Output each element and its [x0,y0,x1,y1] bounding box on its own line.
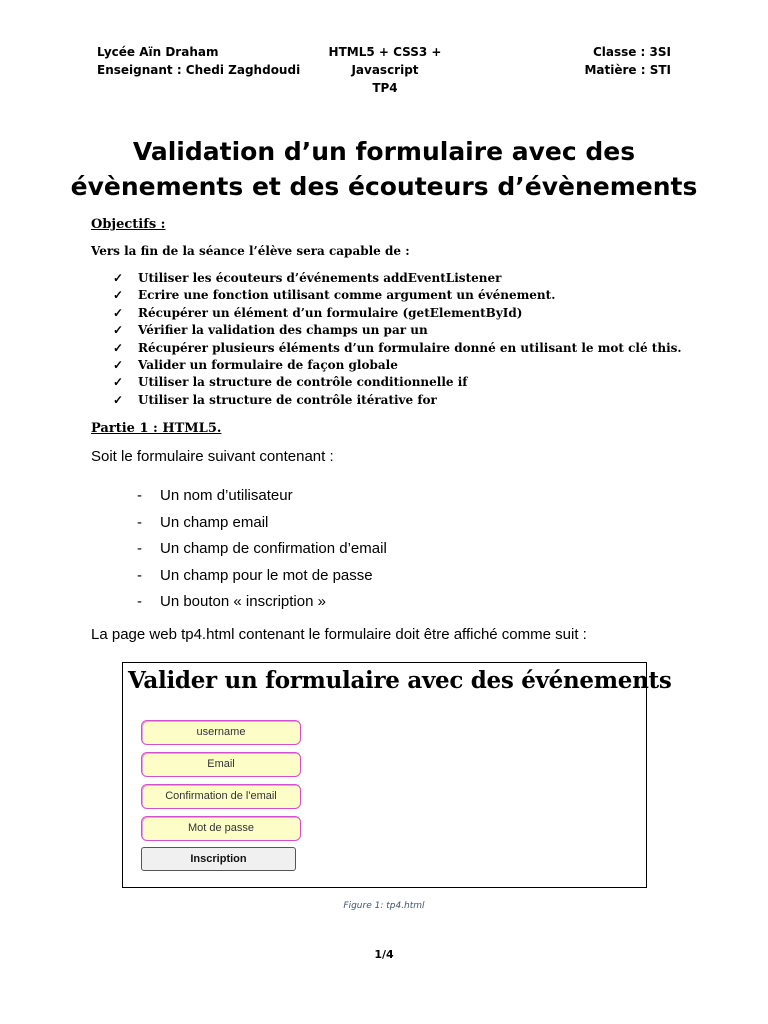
matter-label: Matière : STI [584,63,671,77]
objective-text: Vérifier la validation des champs un par un [138,323,428,338]
dash-bullet: - [137,566,142,584]
part1-intro: Soit le formulaire suivant contenant : [91,448,334,465]
title-line-1: Validation d’un formulaire avec des [132,137,636,166]
document-title [60,134,708,204]
objective-text: Valider un formulaire de façon globale [138,358,398,373]
inscription-button[interactable]: Inscription [141,847,296,871]
display-instruction: La page web tp4.html contenant le formulaire doit être affiché comme suit : [91,626,587,643]
list-item [113,287,682,304]
objective-text: Ecrire une fonction utilisant comme argument un événement. [138,288,556,303]
list-item [137,483,387,510]
list-item-text: Un champ pour le mot de passe [160,566,373,584]
list-item-text: Un champ de confirmation d’email [160,540,387,557]
list-item-text: Un nom d’utilisateur [160,487,293,504]
part1-heading: Partie 1 : HTML5. [91,421,222,436]
objective-text: Récupérer un élément d’un formulaire (getElementById) [138,305,523,320]
check-icon: ✓ [113,271,124,285]
school-name: Lycée Aïn Draham [97,45,219,59]
form-screenshot-figure [122,662,672,888]
header-center [307,43,463,97]
email-input[interactable]: Email [141,752,301,777]
username-input[interactable]: username [141,720,301,745]
title-line-2: évènements et des écouteurs d’évènements [70,172,698,201]
confirm-email-input[interactable]: Confirmation de l'email [141,784,301,809]
page-header [97,43,671,95]
list-item [113,374,682,391]
figure-caption: Figure 1: tp4.html [343,901,425,911]
list-item [113,357,682,374]
objective-text: Utiliser les écouteurs d’événements addEventListener [138,271,502,285]
tp-number: TP4 [372,81,398,95]
objectives-heading: Objectifs : [91,217,166,232]
list-item [113,322,682,339]
objective-text: Récupérer plusieurs éléments d’un formulaire donné en utilisant le mot clé this. [138,340,682,355]
class-label: Classe : 3SI [592,45,671,59]
header-left [97,43,300,79]
page-number: 1/4 [374,948,394,961]
list-item [113,392,682,409]
objectives-intro: Vers la fin de la séance l’élève sera capable de : [91,244,410,258]
list-item [113,340,682,357]
list-item [113,305,682,322]
check-icon: ✓ [113,288,124,303]
check-icon: ✓ [113,392,124,407]
list-item [137,563,387,590]
check-icon: ✓ [113,305,124,320]
subject-line: HTML5 + CSS3 + Javascript [328,45,442,77]
form-title: Valider un formulaire avec des événements [128,667,672,694]
list-item [137,536,387,563]
check-icon: ✓ [113,358,124,373]
objective-text: Utiliser la structure de contrôle conditionnelle if [138,375,468,390]
list-item [137,510,387,537]
dash-bullet: - [137,593,142,610]
form-elements-list [137,483,387,616]
dash-bullet: - [137,513,142,531]
check-icon: ✓ [113,323,124,338]
dash-bullet: - [137,487,142,504]
header-right [584,43,671,79]
objective-text: Utiliser la structure de contrôle itérative for [138,392,437,407]
list-item-text: Un bouton « inscription » [160,593,326,610]
teacher-name: Enseignant : Chedi Zaghdoudi [97,63,301,77]
password-input[interactable]: Mot de passe [141,816,301,841]
dash-bullet: - [137,540,142,557]
check-icon: ✓ [113,340,124,355]
list-item [113,270,682,287]
list-item [137,589,387,616]
list-item-text: Un champ email [160,513,269,531]
objectives-list [113,270,682,409]
check-icon: ✓ [113,375,124,390]
